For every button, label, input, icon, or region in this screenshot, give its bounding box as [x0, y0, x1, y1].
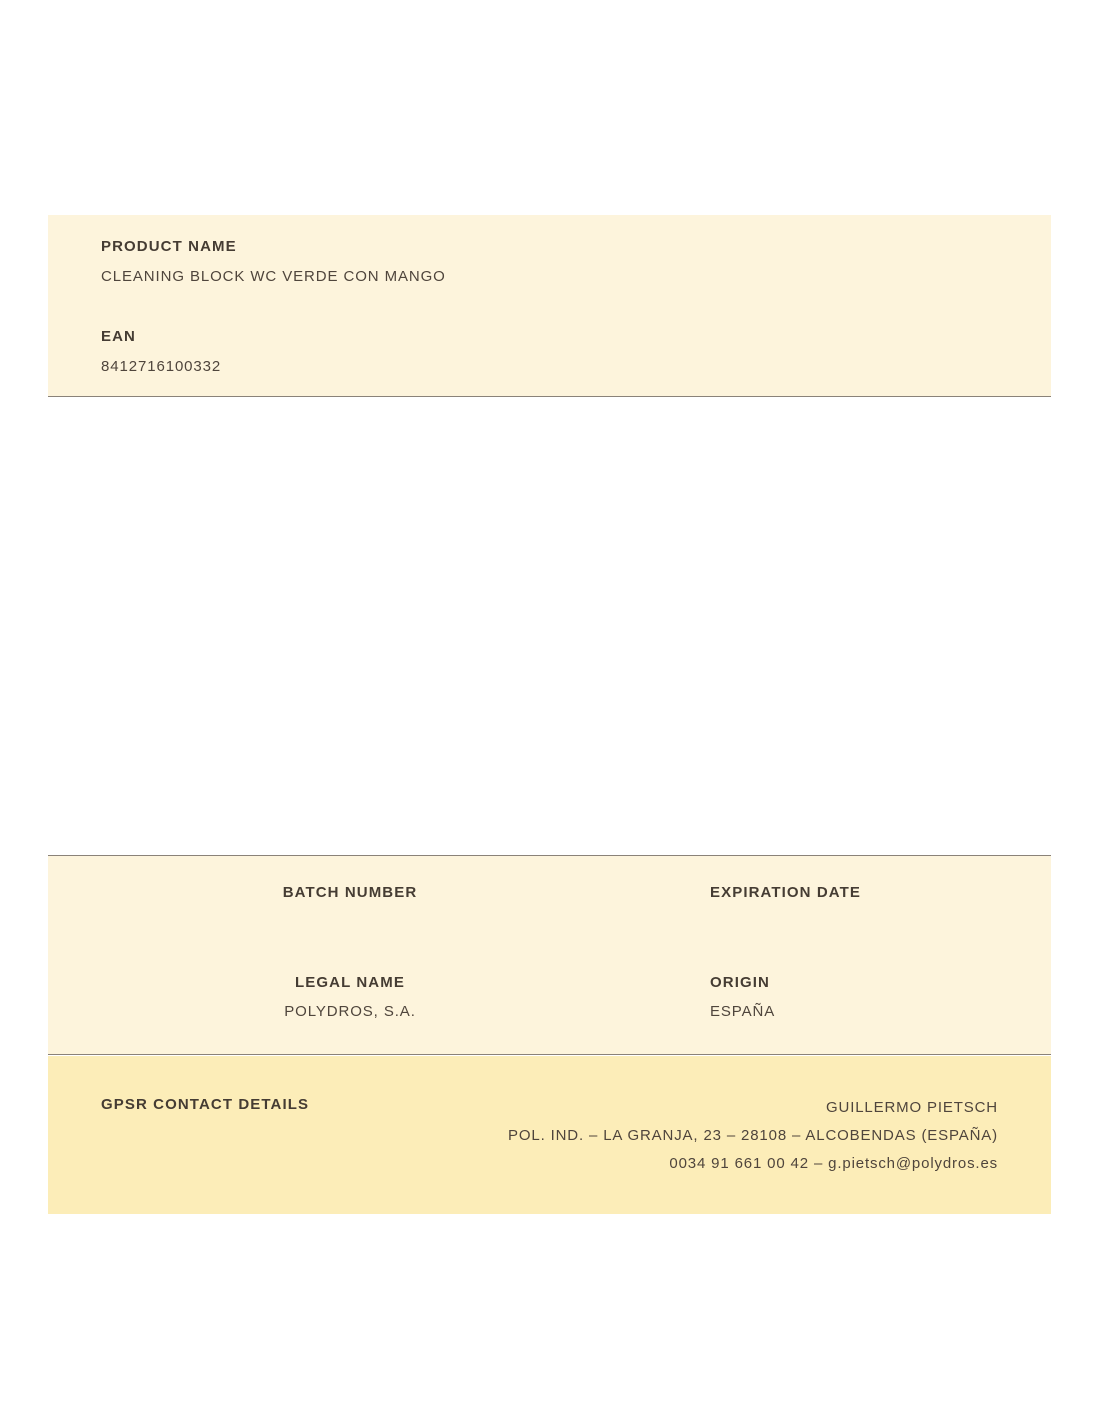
gpsr-contact-phone-email: 0034 91 661 00 42 – g.pietsch@polydros.es — [669, 1155, 998, 1172]
product-name-value: CLEANING BLOCK WC VERDE CON MANGO — [101, 268, 446, 285]
ean-label: EAN — [101, 328, 136, 345]
gpsr-contact-label: GPSR CONTACT DETAILS — [101, 1096, 310, 1113]
ean-field — [101, 328, 221, 376]
legal-name-value: POLYDROS, S.A. — [284, 1003, 416, 1020]
expiration-date-value — [710, 913, 1051, 930]
gpsr-contact-address: POL. IND. – LA GRANJA, 23 – 28108 – ALCOBENDAS (ESPAÑA) — [508, 1127, 998, 1144]
legal-name-field — [48, 974, 652, 1021]
product-name-label: PRODUCT NAME — [101, 238, 237, 255]
gpsr-contact-block — [48, 1056, 1051, 1214]
legal-name-label: LEGAL NAME — [295, 974, 405, 991]
blank-content-area — [48, 397, 1051, 855]
product-identification-block — [48, 215, 1051, 397]
origin-label: ORIGIN — [710, 974, 770, 991]
batch-number-field — [48, 884, 652, 930]
expiration-date-field — [652, 884, 1051, 930]
product-detail-block — [48, 855, 1051, 1055]
batch-number-value — [48, 913, 652, 930]
expiration-date-label: EXPIRATION DATE — [710, 884, 861, 901]
gpsr-contact-lines — [508, 1094, 998, 1178]
origin-field — [652, 974, 1051, 1021]
ean-value: 8412716100332 — [101, 358, 222, 375]
detail-row — [48, 884, 1051, 930]
batch-number-label: BATCH NUMBER — [282, 884, 418, 901]
gpsr-contact-person: GUILLERMO PIETSCH — [826, 1099, 998, 1116]
detail-row — [48, 974, 1051, 1021]
product-name-field — [101, 238, 446, 286]
origin-value: ESPAÑA — [710, 1003, 776, 1020]
